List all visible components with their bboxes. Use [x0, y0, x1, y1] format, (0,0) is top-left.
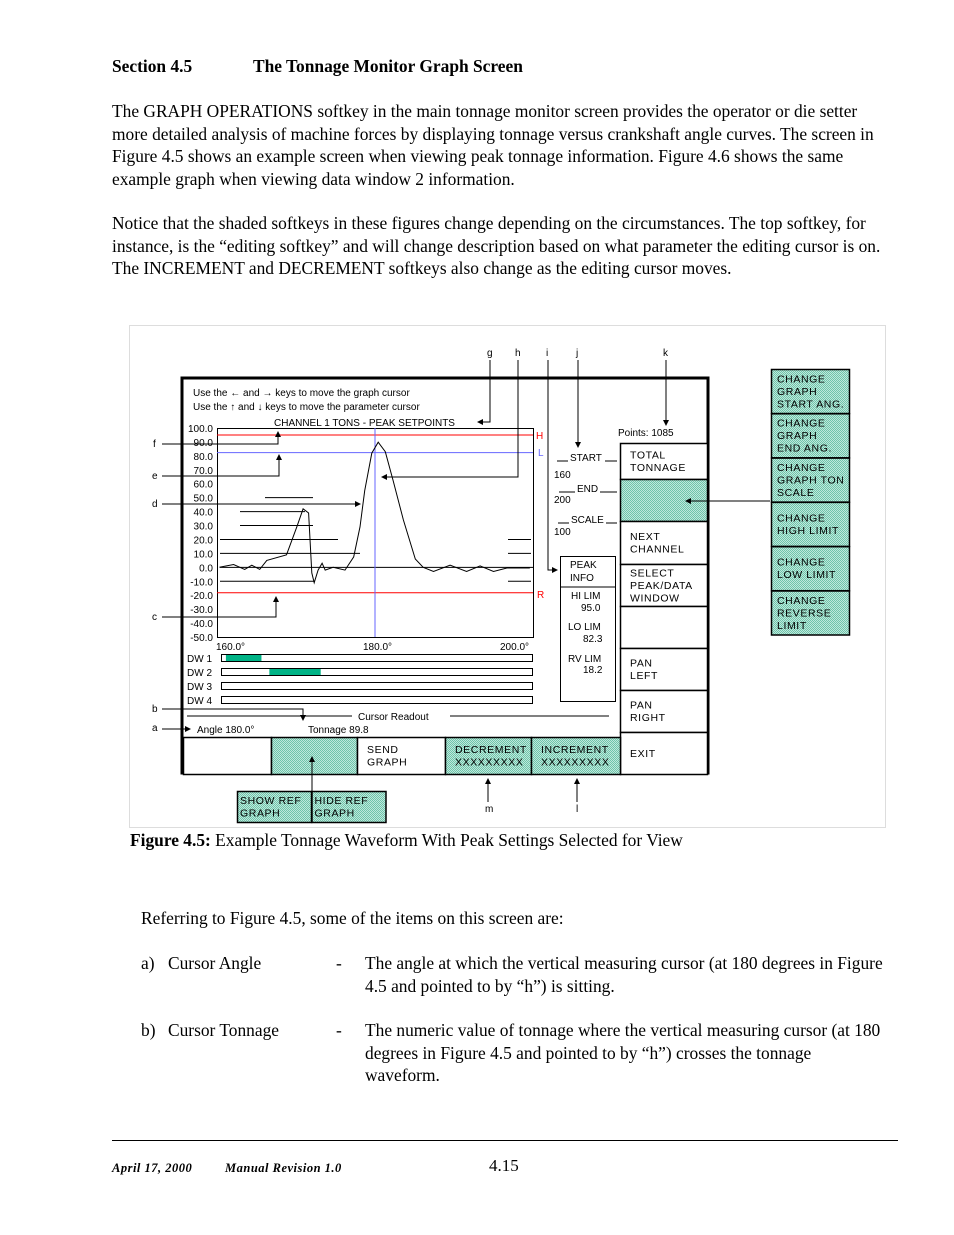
- svg-text:j: j: [576, 348, 579, 359]
- softkey-label: REVERSE: [777, 607, 832, 620]
- right-softkeys: [621, 444, 708, 775]
- softkey-label: TONNAGE: [630, 462, 686, 474]
- lo-lim-label: LO LIM: [568, 622, 601, 633]
- y-tick: 20.0: [193, 535, 213, 547]
- softkey-label: CHANGE: [777, 417, 826, 430]
- softkey-label: END ANG.: [777, 442, 832, 455]
- editing-softkey-3[interactable]: [772, 458, 850, 502]
- softkey-label: GRAPH: [367, 756, 408, 769]
- svg-text:c: c: [152, 612, 157, 623]
- softkey-label: SELECT: [630, 567, 675, 580]
- softkey-label: GRAPH: [314, 807, 355, 820]
- bottom-softkeys: [184, 738, 621, 775]
- right-softkey-3[interactable]: [621, 522, 708, 565]
- item-a-letter: a): [141, 953, 155, 973]
- dw-label: DW 1: [187, 654, 212, 665]
- paragraph-1: The GRAPH OPERATIONS softkey in the main tonnage monitor screen provides the operator or die setter more detailed analysis of machine forces by displaying tonnage versus crankshaft angle curves. The screen in Figure 4.5 shows an example screen when viewing peak tonnage information. Figure 4.6 shows the same example graph when viewing data window 2 information.: [112, 101, 874, 189]
- softkey-label: CHANGE: [777, 556, 826, 569]
- section-title: The Tonnage Monitor Graph Screen: [253, 56, 523, 76]
- x-tick-180: 180.0°: [363, 642, 393, 653]
- softkey-label: SHOW REF: [240, 795, 302, 807]
- y-tick: 30.0: [193, 521, 213, 533]
- peak-info-title-1: PEAK: [570, 560, 597, 571]
- editing-softkey-2[interactable]: [772, 414, 850, 458]
- high-limit-marker: H: [536, 431, 544, 442]
- y-tick: -50.0: [190, 633, 213, 644]
- tonnage-plot: [217, 428, 534, 638]
- softkey-label: LEFT: [630, 670, 659, 682]
- ref-graph-softkeys: [238, 792, 387, 823]
- item-a-term: Cursor Angle: [168, 953, 262, 973]
- cursor-tonnage: Tonnage 89.8: [308, 725, 369, 736]
- start-value: 160: [554, 470, 571, 481]
- paragraph-2: Notice that the shaded softkeys in these figures change depending on the circumstances. The top softkey, for instance, is the “editing softkey” and will change description based on what parameter the editing cursor is on. The INCREMENT and DECREMENT softkeys also change as the editing cursor moves.: [112, 213, 881, 278]
- graph-title: CHANNEL 1 TONS - PEAK SETPOINTS: [274, 418, 455, 429]
- editing-softkey-1[interactable]: [772, 370, 850, 414]
- bottom-softkey-2[interactable]: [272, 738, 358, 775]
- softkey-label: GRAPH: [777, 430, 818, 443]
- softkey-label: DECREMENT: [455, 744, 527, 756]
- softkey-label: EXIT: [630, 747, 656, 760]
- dw-bar: [222, 697, 533, 704]
- y-tick: 0.0: [199, 563, 213, 575]
- footer-divider: [112, 1140, 898, 1141]
- y-tick: -30.0: [190, 605, 213, 617]
- dw-bar: [222, 683, 533, 690]
- svg-text:m: m: [485, 804, 494, 815]
- svg-text:e: e: [152, 471, 158, 482]
- softkey-label: XXXXXXXXX: [541, 756, 610, 769]
- item-a-dash: -: [336, 953, 342, 973]
- softkey-label: SCALE: [777, 486, 815, 499]
- dw-label: DW 2: [187, 668, 212, 679]
- instruction-line-2: Use the ↑ and ↓ keys to move the parameter cursor: [193, 402, 420, 413]
- footer-date: April 17, 2000: [112, 1161, 193, 1175]
- dw-label: DW 3: [187, 682, 212, 693]
- softkey-label: HIDE REF: [314, 795, 369, 807]
- svg-text:h: h: [515, 348, 521, 359]
- y-tick: 100.0: [187, 424, 213, 435]
- hi-lim-label: HI LIM: [571, 591, 601, 602]
- y-tick: 10.0: [193, 549, 213, 561]
- softkey-label: PAN: [630, 657, 653, 670]
- scale-value: 100: [554, 527, 571, 538]
- figure-caption: Figure 4.5: Example Tonnage Waveform With Peak Settings Selected for View: [130, 830, 683, 850]
- editing-softkey-4[interactable]: [772, 502, 850, 546]
- svg-text:l: l: [576, 804, 579, 815]
- softkey-label: CHANGE: [777, 461, 826, 474]
- dw-bar: [222, 669, 533, 676]
- item-a-desc: The angle at which the vertical measuring cursor (at 180 degrees in Figure 4.5 and pointed to by “h”) is sitting.: [365, 953, 883, 996]
- svg-text:g: g: [487, 348, 493, 359]
- softkey-label: PEAK/DATA: [630, 579, 693, 592]
- y-tick: 70.0: [193, 465, 213, 477]
- softkey-label: NEXT: [630, 531, 661, 543]
- y-tick: 60.0: [193, 479, 213, 491]
- right-softkey-7[interactable]: [621, 691, 708, 733]
- x-tick-160: 160.0°: [216, 642, 246, 653]
- cursor-readout-title: Cursor Readout: [358, 712, 429, 723]
- end-value: 200: [554, 495, 571, 506]
- y-tick: -20.0: [190, 591, 213, 603]
- start-label: START: [570, 453, 602, 464]
- softkey-label: SEND: [367, 744, 399, 756]
- softkey-label: TOTAL: [630, 449, 666, 462]
- editing-ref-softkey-2[interactable]: [312, 792, 386, 823]
- softkey-label: START ANG.: [777, 398, 845, 411]
- softkey-label: CHANGE: [777, 594, 826, 607]
- y-tick: 40.0: [193, 507, 213, 519]
- instruction-line-1: Use the ← and → keys to move the graph cursor: [193, 388, 410, 399]
- svg-text:i: i: [546, 348, 549, 359]
- reverse-limit-marker: R: [537, 590, 545, 601]
- peak-info-title-2: INFO: [570, 573, 594, 584]
- y-tick: -10.0: [190, 577, 213, 589]
- rv-lim-value: 18.2: [583, 665, 603, 676]
- end-label: END: [577, 484, 599, 495]
- dw-fill: [226, 655, 262, 661]
- peak-info-panel: [560, 557, 616, 702]
- cursor-angle: Angle 180.0°: [197, 725, 255, 736]
- rv-lim-label: RV LIM: [568, 654, 602, 665]
- softkey-label: LOW LIMIT: [777, 569, 837, 582]
- softkey-label: INCREMENT: [541, 744, 609, 756]
- softkey-label: WINDOW: [630, 592, 680, 605]
- editing-softkey-5[interactable]: [772, 547, 850, 591]
- bottom-softkey-4[interactable]: [446, 738, 532, 775]
- softkey-label: CHANGE: [777, 512, 826, 525]
- y-tick: -40.0: [190, 619, 213, 631]
- right-softkey-8[interactable]: [621, 733, 708, 775]
- svg-text:f: f: [153, 439, 156, 450]
- hi-lim-value: 95.0: [581, 603, 601, 614]
- y-tick: 80.0: [193, 451, 213, 463]
- softkey-label: RIGHT: [630, 712, 666, 724]
- points-count: Points: 1085: [618, 428, 674, 439]
- softkey-label: CHANGE: [777, 373, 826, 386]
- intro-text: Referring to Figure 4.5, some of the items on this screen are:: [141, 908, 564, 928]
- editing-ref-softkey-1[interactable]: [238, 792, 312, 823]
- svg-text:k: k: [663, 348, 668, 359]
- softkey-label: XXXXXXXXX: [455, 756, 524, 769]
- svg-text:a: a: [152, 723, 158, 734]
- lo-lim-value: 82.3: [583, 634, 603, 645]
- page-number: 4.15: [489, 1156, 519, 1175]
- svg-text:d: d: [152, 499, 158, 510]
- dw-bar: [222, 655, 533, 662]
- softkey-label: LIMIT: [777, 619, 807, 632]
- right-softkey-4[interactable]: [621, 565, 708, 607]
- bottom-softkey-1[interactable]: [184, 738, 272, 775]
- editing-softkey-6[interactable]: [772, 591, 850, 635]
- softkey-label: PAN: [630, 699, 653, 712]
- softkey-label: GRAPH: [240, 807, 281, 820]
- svg-text:b: b: [152, 704, 158, 715]
- right-softkey-1[interactable]: [621, 444, 708, 480]
- bottom-softkey-5[interactable]: [532, 738, 621, 775]
- item-b-desc: The numeric value of tonnage where the vertical measuring cursor (at 180 degrees in Figure 4.5 and pointed to by “h”) crosses the tonnage waveform.: [365, 1020, 881, 1085]
- y-tick: 90.0: [193, 437, 213, 449]
- x-tick-200: 200.0°: [500, 642, 530, 653]
- section-number: Section 4.5: [112, 56, 193, 76]
- item-b-term: Cursor Tonnage: [168, 1020, 280, 1040]
- bottom-softkey-3[interactable]: [358, 738, 446, 775]
- y-tick: 50.0: [193, 493, 213, 505]
- softkey-label: GRAPH: [777, 385, 818, 398]
- softkey-label: CHANNEL: [630, 543, 685, 556]
- low-limit-marker: L: [538, 448, 544, 459]
- softkey-label: GRAPH TON: [777, 474, 845, 487]
- item-b-dash: -: [336, 1020, 342, 1040]
- scale-label: SCALE: [571, 515, 604, 526]
- footer-revision: Manual Revision 1.0: [225, 1161, 342, 1175]
- dw-label: DW 4: [187, 696, 212, 707]
- softkey-label: HIGH LIMIT: [777, 524, 840, 537]
- right-softkey-6[interactable]: [621, 649, 708, 691]
- editing-softkeys: [772, 370, 850, 636]
- item-b-letter: b): [141, 1020, 156, 1040]
- right-softkey-5[interactable]: [621, 607, 708, 649]
- dw-fill: [269, 669, 320, 675]
